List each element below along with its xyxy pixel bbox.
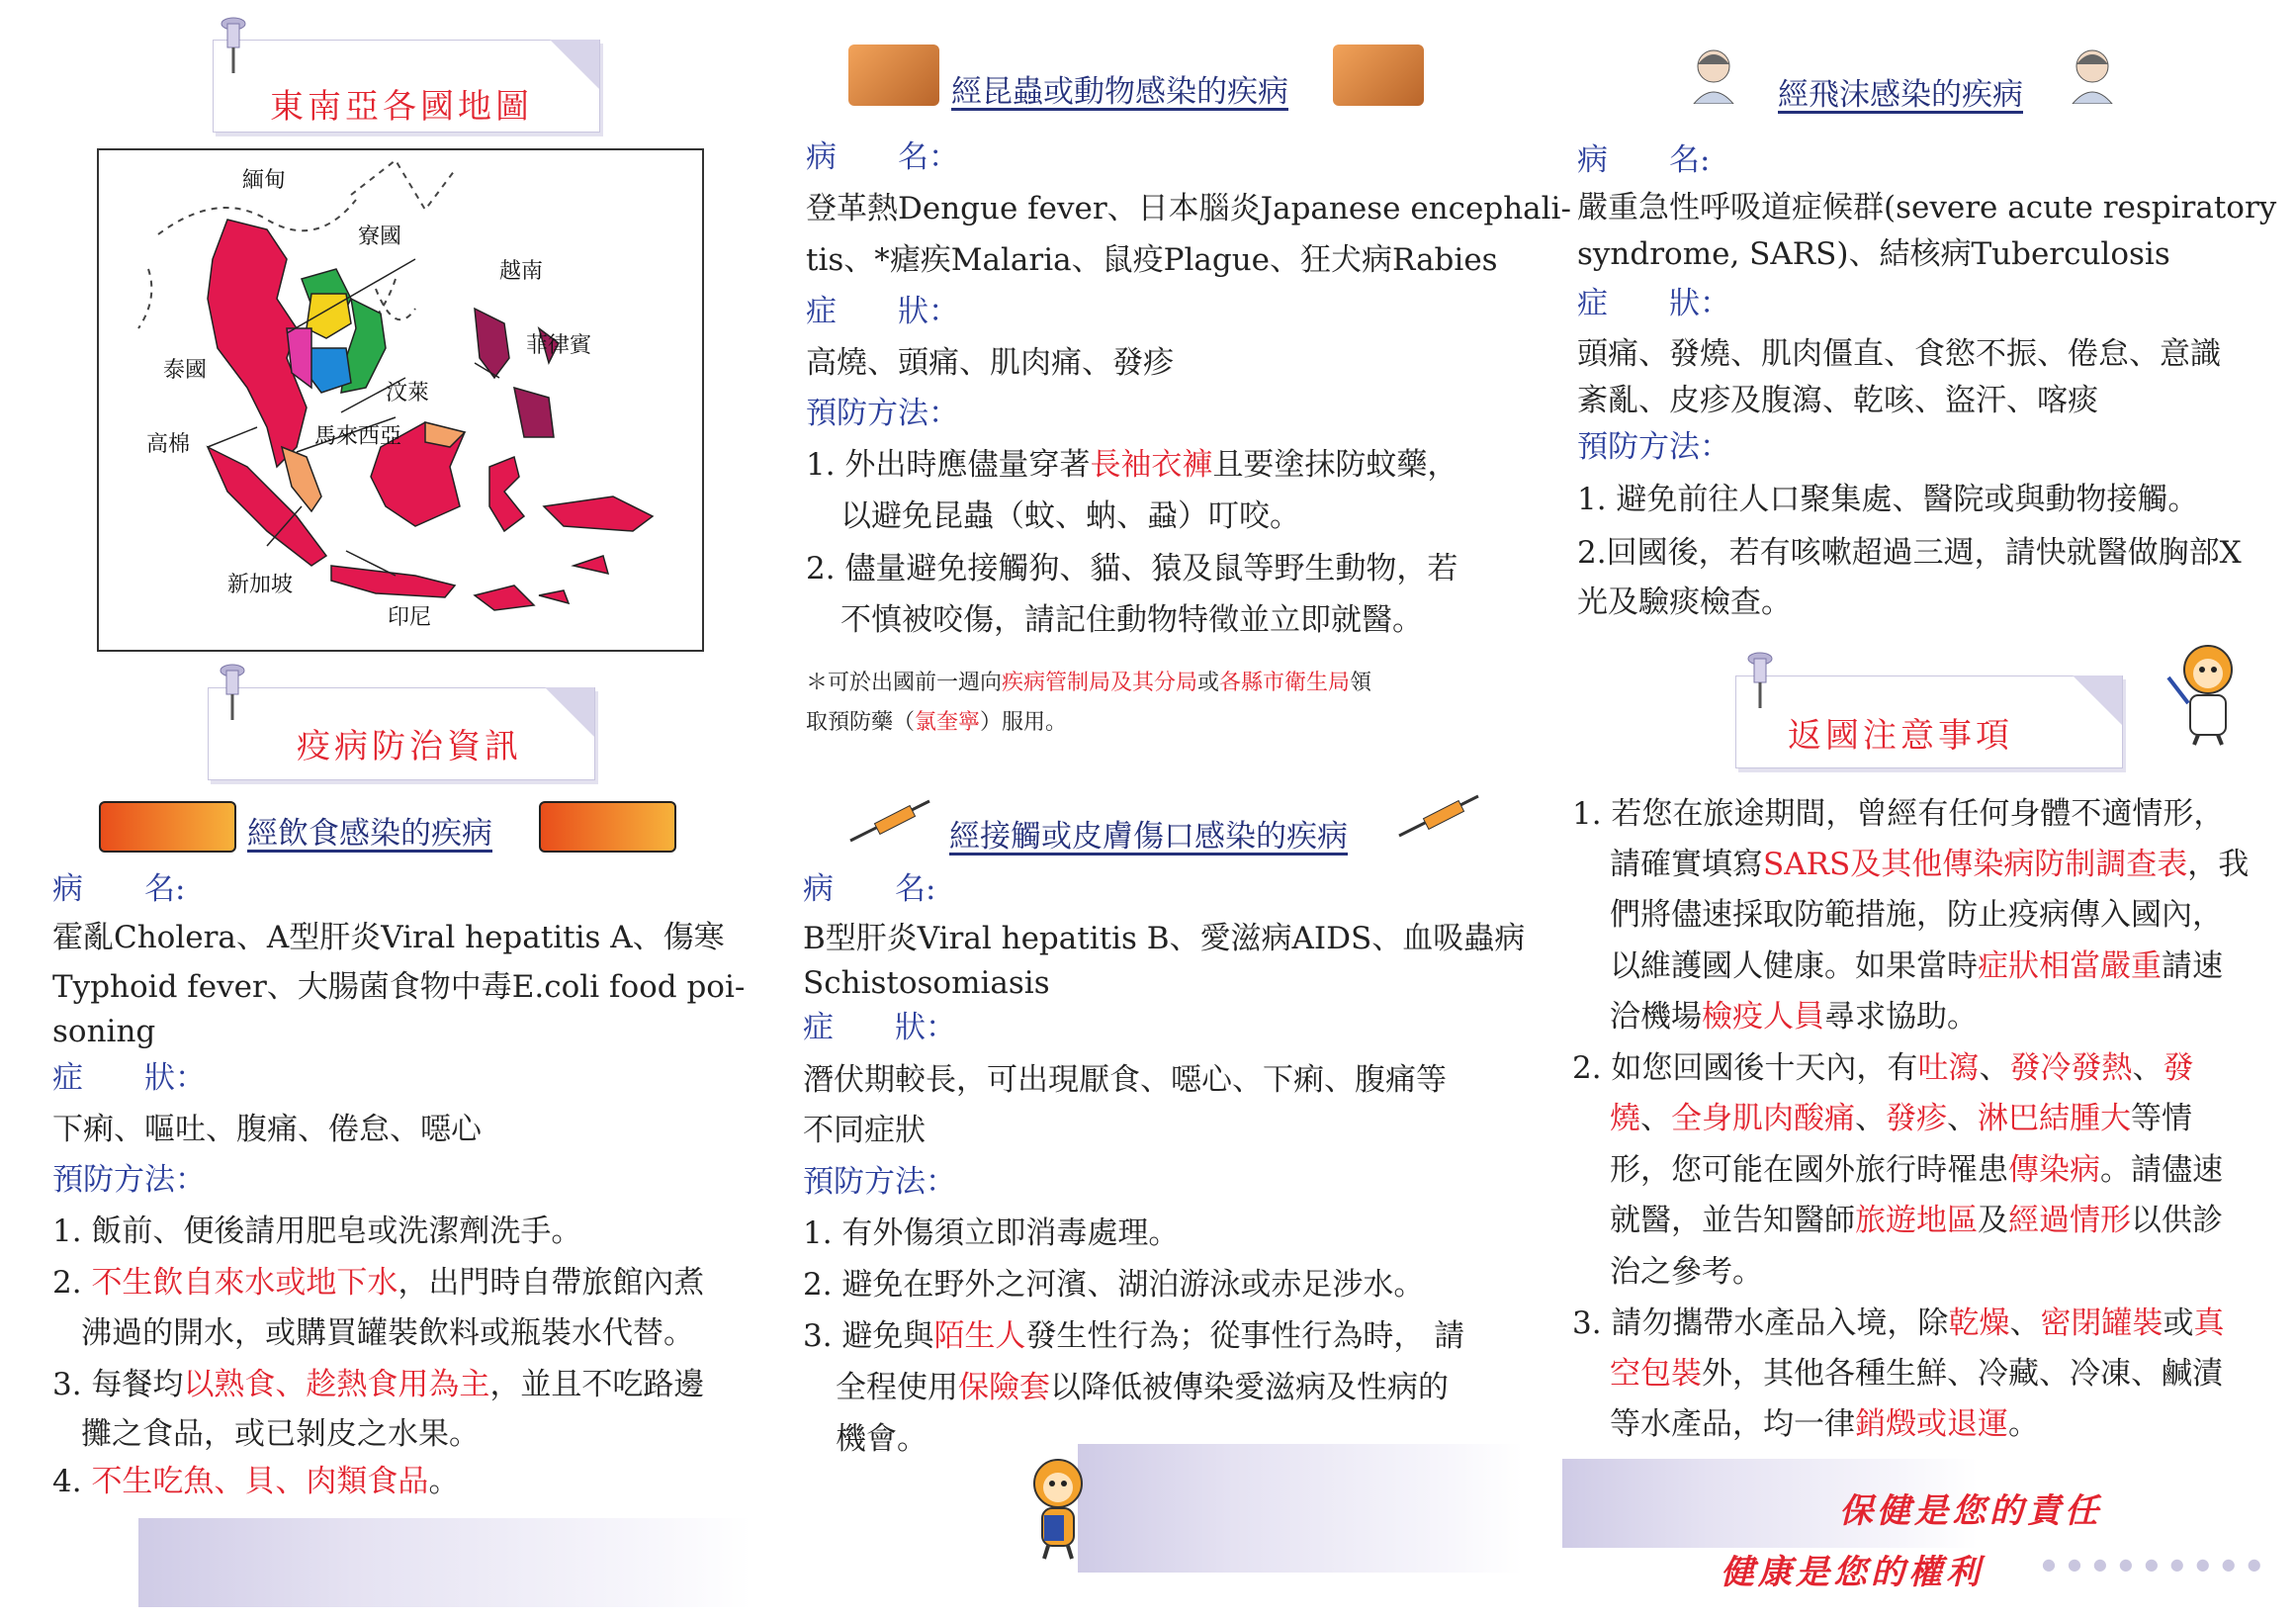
note-text: ＊可於出國前一週向 bbox=[806, 671, 1003, 695]
return-item: 們將儘速採取防範措施，防止疫病傳入國內， bbox=[1610, 897, 2223, 933]
pushpin-icon bbox=[214, 16, 253, 75]
return-item bbox=[1610, 1406, 2039, 1442]
food-disease-text: Typhoid fever、大腸菌食物中毒E.coli food poi- bbox=[52, 969, 746, 1005]
contact-symptom-text: 潛伏期較長，可出現厭食、噁心、下痢、腹痛等 bbox=[803, 1062, 1447, 1098]
food-section-title: 經飲食感染的疾病 bbox=[247, 816, 492, 852]
highlight-text: 不生吃魚、貝、肉類食品 bbox=[91, 1464, 429, 1499]
highlight-text: 發疹 bbox=[1886, 1101, 1947, 1136]
item-number: 4. bbox=[52, 1464, 92, 1499]
insect-disease-text: 登革熱Dengue fever、日本腦炎Japanese encephali- bbox=[806, 191, 1571, 226]
item-text: 2. 如您回國後十天內，有 bbox=[1572, 1050, 1918, 1086]
airborne-prevent-item: 2.回國後，若有咳嗽超過三週，請快就醫做胸部X bbox=[1577, 535, 2242, 571]
insect-symptom-label: 症 狀： bbox=[806, 294, 959, 329]
return-item bbox=[1610, 948, 2223, 984]
highlight-text: 密閉罐裝 bbox=[2040, 1305, 2164, 1341]
highlight-text: 淋巴結腫大 bbox=[1978, 1101, 2131, 1136]
return-item bbox=[1610, 1101, 2192, 1136]
map-label-singapore: 新加坡 bbox=[227, 573, 294, 597]
map-label-cambodia: 高棉 bbox=[146, 432, 191, 457]
item-text: 外，其他各種生鮮、冷藏、冷凍、鹹漬 bbox=[1702, 1356, 2223, 1392]
item-text: 就醫，並告知醫師 bbox=[1610, 1203, 1855, 1238]
map-label-malaysia: 馬來西亞 bbox=[314, 424, 402, 449]
highlight-text: 空包裝 bbox=[1610, 1356, 1702, 1392]
info-banner-title: 疫病防治資訊 bbox=[297, 727, 522, 766]
coughing-person-icon bbox=[1686, 45, 1741, 104]
item-text: 3. 請勿攜帶水產品入境，除 bbox=[1572, 1305, 1949, 1341]
item-text: 、 bbox=[1855, 1101, 1886, 1136]
airborne-symptom-text: 紊亂、皮疹及腹瀉、乾咳、盜汗、喀痰 bbox=[1577, 383, 2098, 418]
airborne-prevent-item: 1. 避免前往人口聚集處、醫院或與動物接觸。 bbox=[1577, 482, 2199, 517]
map-label-laos: 寮國 bbox=[358, 225, 402, 249]
return-item bbox=[1610, 1203, 2223, 1238]
contact-prevent-item: 2. 避免在野外之河濱、湖泊游泳或赤足涉水。 bbox=[803, 1267, 1425, 1303]
item-text: 1. 外出時應儘量穿著 bbox=[806, 447, 1091, 483]
insect-prevent-item bbox=[806, 447, 1458, 483]
contact-disease-text: Schistosomiasis bbox=[803, 965, 1050, 1001]
item-text: 發生性行為；從事性行為時， 請 bbox=[1025, 1318, 1465, 1354]
food-symptom-text: 下痢、嘔吐、腹痛、倦怠、噁心 bbox=[52, 1112, 482, 1147]
highlight-text: 症狀相當嚴重 bbox=[1978, 948, 2162, 984]
contact-section-title: 經接觸或皮膚傷口感染的疾病 bbox=[949, 819, 1348, 855]
food-picture-icon bbox=[99, 801, 236, 853]
contact-disease-label: 病 名: bbox=[803, 871, 936, 907]
mosquito-picture-icon bbox=[848, 45, 939, 106]
food-prevent-item bbox=[52, 1464, 460, 1499]
item-text: ，並且不吃路邊 bbox=[489, 1367, 705, 1402]
syringe-icon bbox=[845, 796, 934, 846]
map-banner-fold bbox=[550, 40, 599, 89]
note-text: 取預防藥（ bbox=[806, 710, 916, 735]
coughing-person-icon bbox=[2065, 45, 2120, 104]
contact-symptom-label: 症 狀： bbox=[803, 1010, 956, 1045]
item-text: 。 bbox=[2008, 1406, 2039, 1442]
note-text: 領 bbox=[1350, 671, 1372, 695]
highlight-text: 全身肌肉酸痛 bbox=[1671, 1101, 1855, 1136]
item-text: 、 bbox=[2132, 1050, 2164, 1086]
highlight-text: 檢疫人員 bbox=[1702, 999, 1824, 1035]
food-prevent-item: 攤之食品，或已剝皮之水果。 bbox=[81, 1416, 480, 1452]
note-text: 或 bbox=[1197, 671, 1220, 695]
airborne-disease-text: syndrome, SARS)、結核病Tuberculosis bbox=[1577, 236, 2170, 272]
item-text: 、 bbox=[1979, 1050, 2010, 1086]
item-text: 請速 bbox=[2162, 948, 2223, 984]
item-text: ，出門時自帶旅館內煮 bbox=[397, 1265, 705, 1301]
airborne-disease-label: 病 名: bbox=[1577, 142, 1711, 178]
airborne-prevent-label: 預防方法： bbox=[1577, 429, 1730, 465]
southeast-asia-map bbox=[97, 148, 704, 652]
item-text: 形，您可能在國外旅行時罹患 bbox=[1610, 1152, 2008, 1188]
highlight-text: 傳染病 bbox=[2008, 1152, 2100, 1188]
airborne-symptom-text: 頭痛、發燒、肌肉僵直、食慾不振、倦怠、意識 bbox=[1577, 336, 2221, 372]
item-text: 且要塗抹防蚊藥， bbox=[1212, 447, 1458, 483]
item-text: 等情 bbox=[2131, 1101, 2192, 1136]
highlight-text: 燒 bbox=[1610, 1101, 1640, 1136]
food-disease-label: 病 名: bbox=[52, 871, 186, 907]
highlight-text: 經過情形 bbox=[2008, 1203, 2131, 1238]
decorative-gradient-bar bbox=[1078, 1444, 1523, 1573]
item-text: 以降低被傳染愛滋病及性病的 bbox=[1050, 1370, 1449, 1405]
return-banner-title: 返國注意事項 bbox=[1788, 716, 2013, 756]
return-item bbox=[1610, 1356, 2223, 1392]
item-text: ，我 bbox=[2187, 847, 2250, 882]
insect-disease-text: tis、*瘧疾Malaria、鼠疫Plague、狂犬病Rabies bbox=[806, 242, 1498, 278]
pushpin-icon bbox=[213, 663, 252, 722]
contact-symptom-text: 不同症狀 bbox=[803, 1113, 926, 1148]
map-label-indonesia: 印尼 bbox=[388, 605, 432, 630]
highlight-text: 保險套 bbox=[958, 1370, 1050, 1405]
highlight-text: 陌生人 bbox=[933, 1318, 1026, 1354]
food-picture-icon bbox=[539, 801, 676, 853]
highlight-text: 以熟食、趁熱食用為主 bbox=[183, 1367, 490, 1402]
contact-prevent-item bbox=[836, 1370, 1449, 1405]
note-text: ）服用。 bbox=[980, 710, 1068, 735]
item-text: 及 bbox=[1978, 1203, 2008, 1238]
decorative-dots: ●●●●●●●●● bbox=[2042, 1555, 2273, 1574]
food-disease-text: 霍亂Cholera、A型肝炎Viral hepatitis A、傷寒 bbox=[52, 920, 725, 955]
highlight-text: 真 bbox=[2193, 1305, 2225, 1341]
return-item bbox=[1572, 1050, 2194, 1086]
insect-prevent-item: 2. 儘量避免接觸狗、貓、猿及鼠等野生動物，若 bbox=[806, 551, 1458, 586]
map-label-myanmar: 緬甸 bbox=[242, 168, 287, 193]
map-banner-title: 東南亞各國地圖 bbox=[270, 87, 533, 127]
highlight-text: 不生飲自來水或地下水 bbox=[91, 1265, 398, 1301]
return-item bbox=[1610, 999, 1978, 1035]
syringe-icon bbox=[1394, 791, 1483, 841]
mosquito-picture-icon bbox=[1333, 45, 1424, 106]
highlight-text: 吐瀉 bbox=[1917, 1050, 1980, 1086]
slogan-right: 健康是您的權利 bbox=[1721, 1553, 1984, 1592]
return-item: 治之參考。 bbox=[1610, 1254, 1763, 1290]
info-banner-fold bbox=[545, 687, 594, 737]
contact-prevent-label: 預防方法： bbox=[803, 1164, 956, 1200]
slogan-responsibility: 保健是您的責任 bbox=[1839, 1491, 2102, 1531]
item-text: 、 bbox=[1640, 1101, 1671, 1136]
airborne-section-title: 經飛沫感染的疾病 bbox=[1778, 77, 2023, 113]
highlight-text: 疾病管制局及其分局 bbox=[1002, 671, 1198, 695]
highlight-text: 各縣市衛生局 bbox=[1219, 671, 1351, 695]
insect-prevent-item: 以避免昆蟲（蚊、蚋、蝨）叮咬。 bbox=[840, 498, 1300, 534]
item-text: 3. 避免與 bbox=[803, 1318, 934, 1354]
item-text: 請確實填寫 bbox=[1610, 847, 1763, 882]
return-banner-fold bbox=[2073, 675, 2122, 725]
prophylaxis-note bbox=[806, 712, 1067, 734]
contact-prevent-item bbox=[803, 1318, 1465, 1354]
food-prevent-label: 預防方法： bbox=[52, 1162, 206, 1198]
airborne-prevent-item: 光及驗痰檢查。 bbox=[1577, 585, 1792, 620]
contact-prevent-item: 機會。 bbox=[836, 1421, 927, 1457]
highlight-text: 長袖衣褲 bbox=[1090, 447, 1213, 483]
highlight-text: 乾燥 bbox=[1948, 1305, 2010, 1341]
map-label-vietnam: 越南 bbox=[499, 259, 544, 284]
item-text: 等水產品，均一律 bbox=[1610, 1406, 1855, 1442]
map-label-thailand: 泰國 bbox=[163, 358, 208, 383]
insect-section-title: 經昆蟲或動物感染的疾病 bbox=[951, 74, 1288, 110]
decorative-gradient-bar bbox=[138, 1518, 751, 1607]
monkey-mascot-icon bbox=[1018, 1454, 1098, 1563]
return-item bbox=[1610, 1152, 2223, 1188]
highlight-text: 發冷發熱 bbox=[2009, 1050, 2133, 1086]
highlight-text: 氯奎寧 bbox=[915, 710, 981, 735]
item-number: 2. bbox=[52, 1265, 92, 1301]
highlight-text: 發 bbox=[2163, 1050, 2194, 1086]
food-symptom-label: 症 狀： bbox=[52, 1060, 206, 1096]
airborne-disease-text: 嚴重急性呼吸道症候群(severe acute respiratory bbox=[1577, 190, 2277, 225]
item-text: 、 bbox=[2009, 1305, 2041, 1341]
food-prevent-item bbox=[52, 1367, 705, 1402]
highlight-text: 旅遊地區 bbox=[1855, 1203, 1978, 1238]
item-text: 、 bbox=[1947, 1101, 1978, 1136]
airborne-symptom-label: 症 狀： bbox=[1577, 286, 1730, 321]
prophylaxis-note bbox=[806, 673, 1371, 694]
return-item: 1. 若您在旅途期間，曾經有任何身體不適情形， bbox=[1572, 796, 2225, 832]
monkey-doctor-mascot-icon bbox=[2161, 638, 2254, 747]
return-item bbox=[1572, 1305, 2225, 1341]
food-prevent-item: 沸過的開水，或購買罐裝飲料或瓶裝水代替。 bbox=[81, 1315, 694, 1351]
map-label-brunei: 汶萊 bbox=[386, 381, 430, 405]
item-text: 或 bbox=[2163, 1305, 2194, 1341]
food-prevent-item bbox=[52, 1265, 705, 1301]
insect-prevent-item: 不慎被咬傷，請記住動物特徵並立即就醫。 bbox=[840, 602, 1423, 638]
return-item bbox=[1610, 847, 2250, 882]
food-prevent-item: 1. 飯前、便後請用肥皂或洗潔劑洗手。 bbox=[52, 1214, 582, 1249]
item-text: 全程使用 bbox=[836, 1370, 958, 1405]
item-text: 以維護國人健康。如果當時 bbox=[1610, 948, 1978, 984]
contact-disease-text: B型肝炎Viral hepatitis B、愛滋病AIDS、血吸蟲病 bbox=[803, 921, 1526, 956]
insect-symptom-text: 高燒、頭痛、肌肉痛、發疹 bbox=[806, 345, 1174, 381]
map-label-philippines: 菲律賓 bbox=[526, 333, 592, 358]
item-text: 洽機場 bbox=[1610, 999, 1702, 1035]
item-text: 。 bbox=[428, 1464, 460, 1499]
insect-prevent-label: 預防方法： bbox=[806, 396, 959, 431]
highlight-text: SARS及其他傳染病防制調查表 bbox=[1763, 847, 2188, 882]
item-text: 。請儘速 bbox=[2100, 1152, 2223, 1188]
contact-prevent-item: 1. 有外傷須立即消毒處理。 bbox=[803, 1215, 1180, 1251]
food-disease-text: soning bbox=[52, 1014, 156, 1049]
item-text: 尋求協助。 bbox=[1824, 999, 1978, 1035]
pushpin-icon bbox=[1740, 651, 1780, 710]
item-text: 以供診 bbox=[2131, 1203, 2223, 1238]
insect-disease-label: 病 名： bbox=[806, 139, 959, 175]
highlight-text: 銷燬或退運 bbox=[1855, 1406, 2008, 1442]
item-number: 3. 每餐均 bbox=[52, 1367, 184, 1402]
